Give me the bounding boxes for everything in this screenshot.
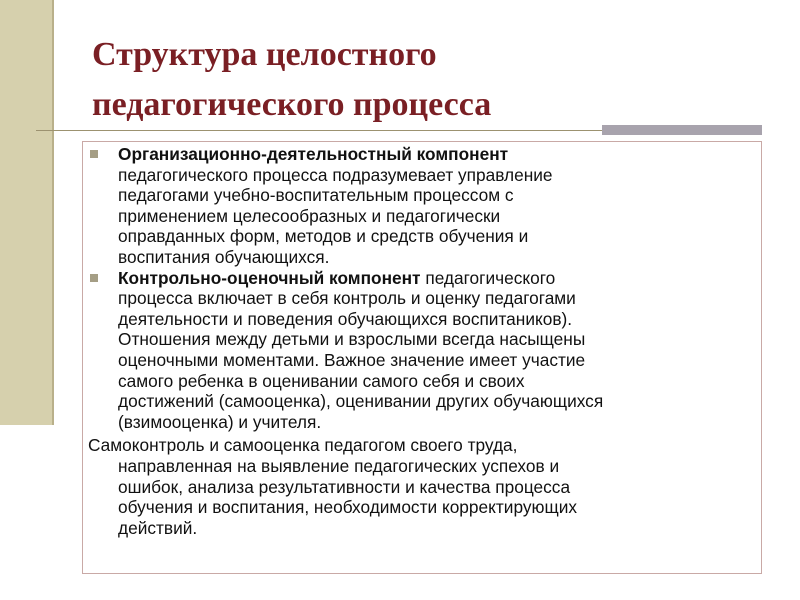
slide-content [88, 144, 760, 538]
paragraph-first-line: Самоконтроль и самооценка педагогом своего труда, [88, 435, 518, 456]
paragraph-line: ошибок, анализа результативности и качества процесса [118, 476, 571, 497]
bullet-control-evaluative [88, 268, 760, 433]
bullet-line: деятельности и поведения обучающихся воспитаников). [118, 308, 573, 329]
bullet-title: Контрольно-оценочный компонент [118, 267, 421, 288]
title-divider-line [36, 130, 602, 131]
left-bar-edge [52, 0, 54, 425]
bullet-line: процесса включает в себя контроль и оценку педагогами [118, 288, 576, 309]
title-line-1: Структура целостного [92, 36, 437, 73]
bullet-line: оценочными моментами. Важное значение имеет участие [118, 349, 586, 370]
title-line-2: педагогического процесса [92, 86, 492, 123]
square-bullet-icon [90, 150, 98, 158]
square-bullet-icon [90, 274, 98, 282]
paragraph-line: направленная на выявление педагогических успехов и [118, 455, 560, 476]
bullet-organizational [88, 144, 760, 268]
left-decorative-bar [0, 0, 52, 425]
bullet-line: воспитания обучающихся. [118, 246, 330, 267]
self-control-paragraph [88, 435, 760, 538]
bullet-line: применением целесообразных и педагогически [118, 205, 501, 226]
bullet-line: (взимооценка) и учителя. [118, 411, 322, 432]
bullet-title-tail: педагогического [420, 267, 556, 288]
paragraph-line: действий. [118, 517, 198, 538]
bullet-line: педагогами учебно-воспитательным процессом с [118, 185, 514, 206]
bullet-line: оправданных форм, методов и средств обучения и [118, 226, 529, 247]
title-divider-block [602, 125, 762, 135]
bullet-line: Отношения между детьми и взрослыми всегда насыщены [118, 329, 586, 350]
bullet-line: самого ребенка в оценивании самого себя и своих [118, 370, 525, 391]
slide-title [92, 30, 772, 130]
bullet-line: достижений (самооценка), оценивании других обучающихся [118, 391, 604, 412]
paragraph-line: обучения и воспитания, необходимости корректирующих [118, 497, 577, 518]
bullet-title: Организационно-деятельностный компонент [118, 144, 509, 164]
bullet-line: педагогического процесса подразумевает управление [118, 164, 553, 185]
